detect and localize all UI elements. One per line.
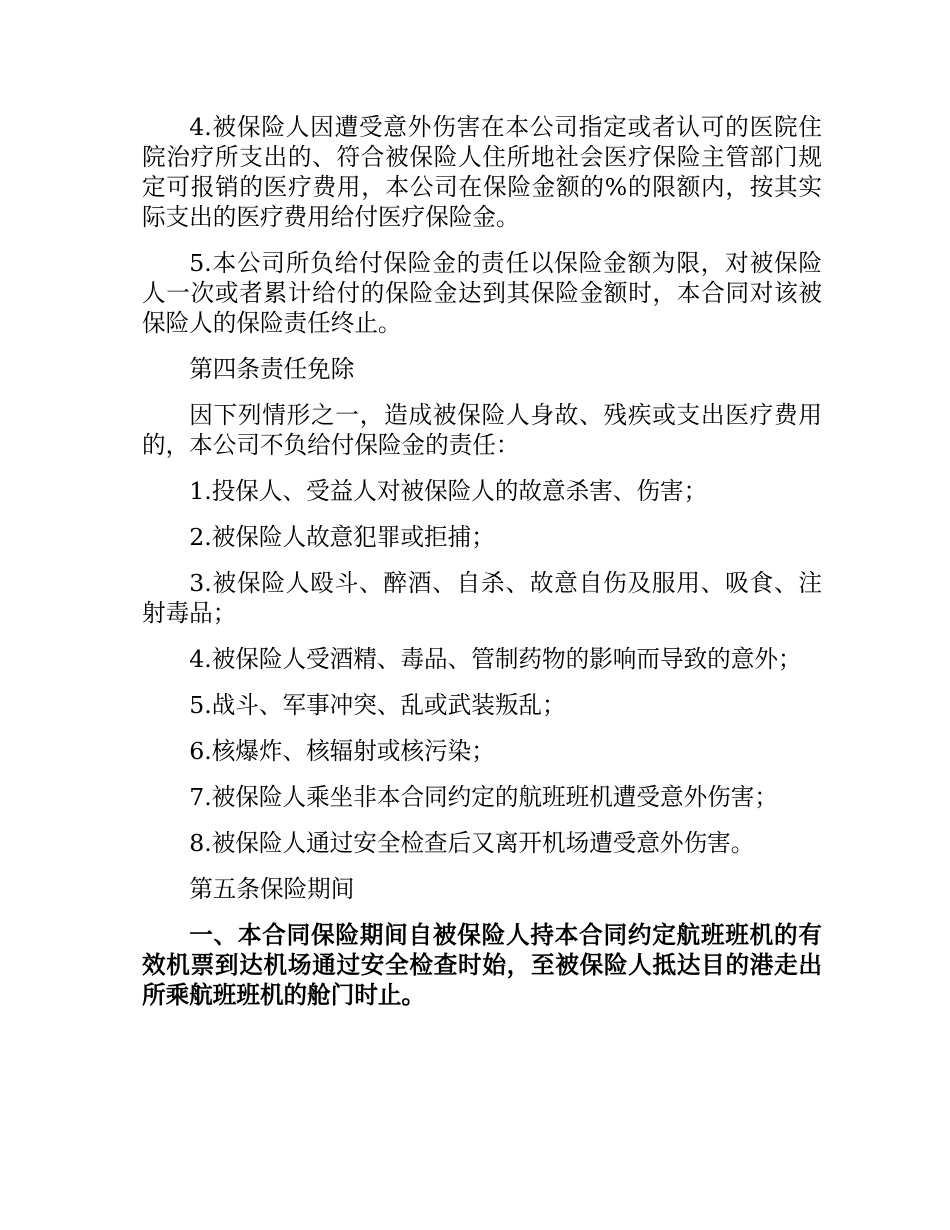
- insurance-period-clause: 一、本合同保险期间自被保险人持本合同约定航班班机的有效机票到达机场通过安全检查时始，至被保险人抵达目的港走出所乘航班班机的舱门时止。: [142, 921, 822, 1009]
- exclusion-item-2: 2.被保险人故意犯罪或拒捕；: [189, 523, 495, 551]
- exclusion-item-7: 7.被保险人乘坐非本合同约定的航班班机遭受意外伤害；: [189, 783, 778, 811]
- exclusion-item-4: 4.被保险人受酒精、毒品、管制药物的影响而导致的意外；: [189, 645, 802, 673]
- document-page: [142, 112, 822, 1026]
- article-5-heading: 第五条保险期间: [189, 875, 355, 903]
- exclusion-item-1: 1.投保人、受益人对被保险人的故意杀害、伤害；: [189, 477, 708, 505]
- exclusion-item-5: 5.战斗、军事冲突、乱或武装叛乱；: [189, 691, 566, 719]
- exclusion-item-3: 3.被保险人殴斗、醉酒、自杀、故意自伤及服用、吸食、注射毒品；: [142, 569, 822, 627]
- exclusion-item-8: 8.被保险人通过安全检查后又离开机场遭受意外伤害。: [189, 829, 755, 857]
- exclusion-item-6: 6.核爆炸、核辐射或核污染；: [189, 737, 495, 765]
- article-4-heading: 第四条责任免除: [189, 355, 355, 383]
- clause-4-medical-expense: 4.被保险人因遭受意外伤害在本公司指定或者认可的医院住院治疗所支出的、符合被保险人住所地社会医疗保险主管部门规定可报销的医疗费用，本公司在保险金额的%的限额内，按其实际支出的医疗费用给付医疗保险金。: [142, 113, 822, 231]
- exclusions-intro: 因下列情形之一，造成被保险人身故、残疾或支出医疗费用的，本公司不负给付保险金的责任：: [142, 401, 822, 459]
- clause-5-liability-limit: 5.本公司所负给付保险金的责任以保险金额为限，对被保险人一次或者累计给付的保险金达到其保险金额时，本合同对该被保险人的保险责任终止。: [142, 249, 822, 337]
